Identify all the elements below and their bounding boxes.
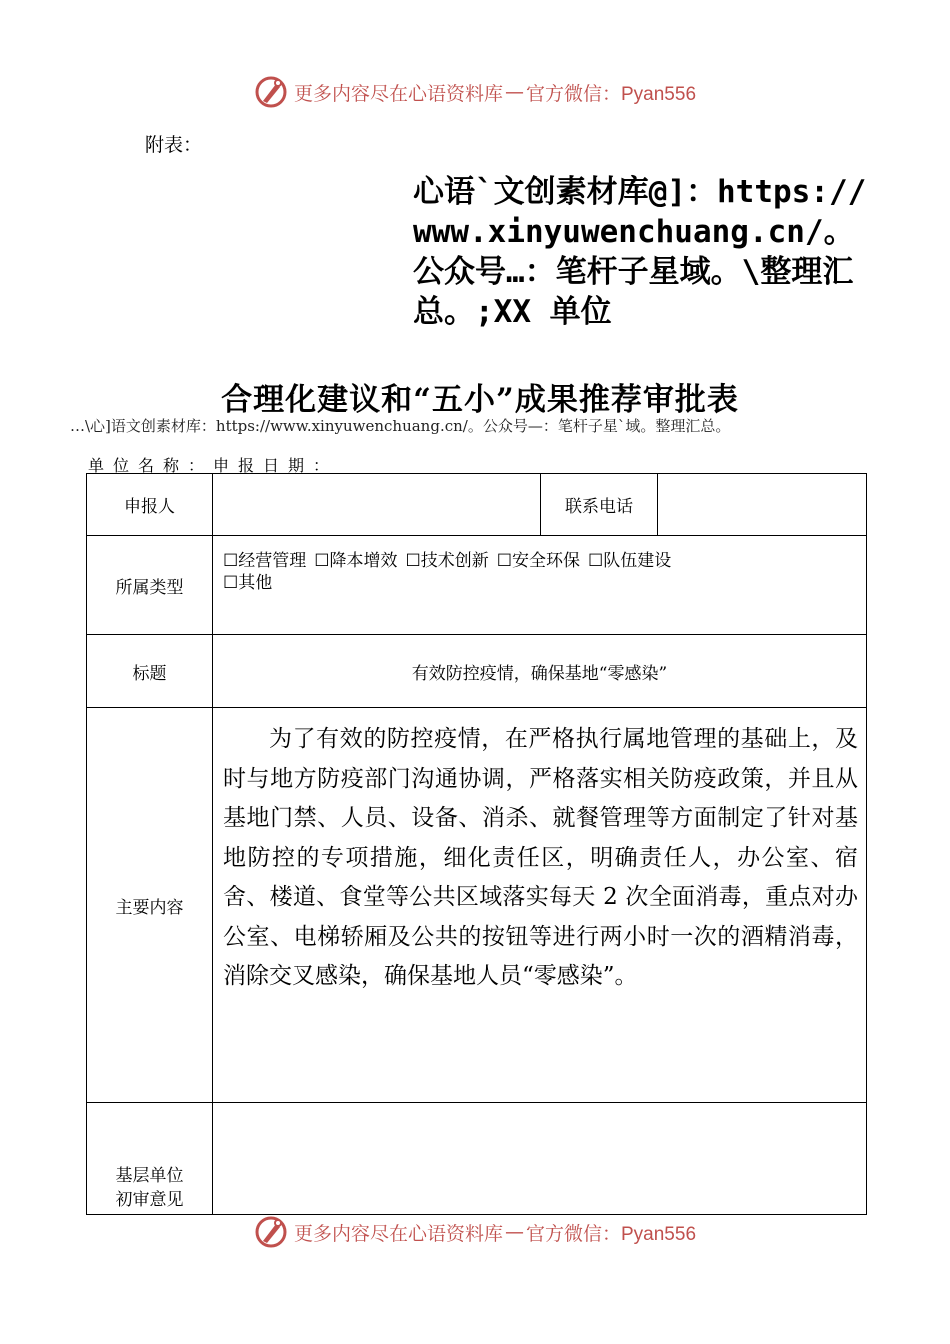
type-row (87, 536, 867, 635)
applicant-row (87, 474, 867, 536)
opinion-label (87, 1103, 213, 1215)
title-value: 有效防控疫情，确保基地“零感染” (213, 635, 867, 708)
unit-date-line: 单位名称：申报日期： (88, 456, 339, 475)
watermark-block: 心语`文创素材库@]：https://www.xinyuwenchuang.cn/。公众号…：笔杆子星域。\整理汇总。;XX 单位 (413, 174, 867, 330)
phone-value[interactable] (658, 474, 867, 536)
banner-wechat: 官方微信：Pyan556 (526, 83, 697, 105)
applicant-value[interactable] (213, 474, 541, 536)
title-label: 标题 (87, 635, 213, 708)
appendix-label: 附表： (145, 134, 203, 156)
type-option-innovation[interactable]: ☐技术创新 (405, 551, 489, 571)
banner-wechat: 官方微信：Pyan556 (526, 1223, 697, 1245)
banner-separator: — (505, 1221, 524, 1243)
type-option-other[interactable]: ☐其他 (223, 573, 273, 593)
type-option-safety[interactable]: ☐安全环保 (496, 551, 580, 571)
pen-logo-icon (254, 75, 288, 109)
document-title: 合理化建议和“五小”成果推荐审批表 (221, 382, 739, 418)
opinion-label-line1: 基层单位 (115, 1166, 184, 1186)
type-option-management[interactable]: ☐经营管理 (223, 551, 307, 571)
banner-text: 更多内容尽在心语资料库 (293, 82, 503, 105)
type-option-cost-reduction[interactable]: ☐降本增效 (314, 551, 398, 571)
watermark-line: …\心]语文创素材库：https://www.xinyuwenchuang.cn/。公众号—：笔杆子星`域。整理汇总。 (70, 417, 731, 435)
banner-text: 更多内容尽在心语资料库 (293, 1222, 503, 1245)
approval-form-table (86, 473, 867, 1215)
banner-separator: — (505, 81, 524, 103)
content-text: 为了有效的防控疫情，在严格执行属地管理的基础上，及时与地方防疫部门沟通协调，严格落实相关防疫政策，并且从基地门禁、人员、设备、消杀、就餐管理等方面制定了针对基地防控的专项措施，细化责任区，明确责任人，办公室、宿舍、楼道、食堂等公共区域落实每天 2 次全面消毒，重点对办公室、电梯轿厢及公共的按钮等进行两小时一次的酒精消毒，消除交叉感染，确保基地人员“零感染”。 (223, 726, 858, 989)
content-cell (213, 708, 867, 1103)
phone-label: 联系电话 (541, 474, 658, 536)
type-options (213, 536, 867, 635)
opinion-row (87, 1103, 867, 1215)
opinion-value[interactable] (213, 1103, 867, 1215)
applicant-label: 申报人 (87, 474, 213, 536)
type-label: 所属类型 (87, 536, 213, 635)
header-watermark-banner (0, 72, 950, 112)
content-label: 主要内容 (87, 708, 213, 1103)
type-option-team-building[interactable]: ☐队伍建设 (588, 551, 672, 571)
content-row (87, 708, 867, 1103)
title-row (87, 635, 867, 708)
opinion-label-line2: 初审意见 (115, 1190, 184, 1210)
footer-watermark-banner (0, 1212, 950, 1252)
pen-logo-icon (254, 1215, 288, 1249)
